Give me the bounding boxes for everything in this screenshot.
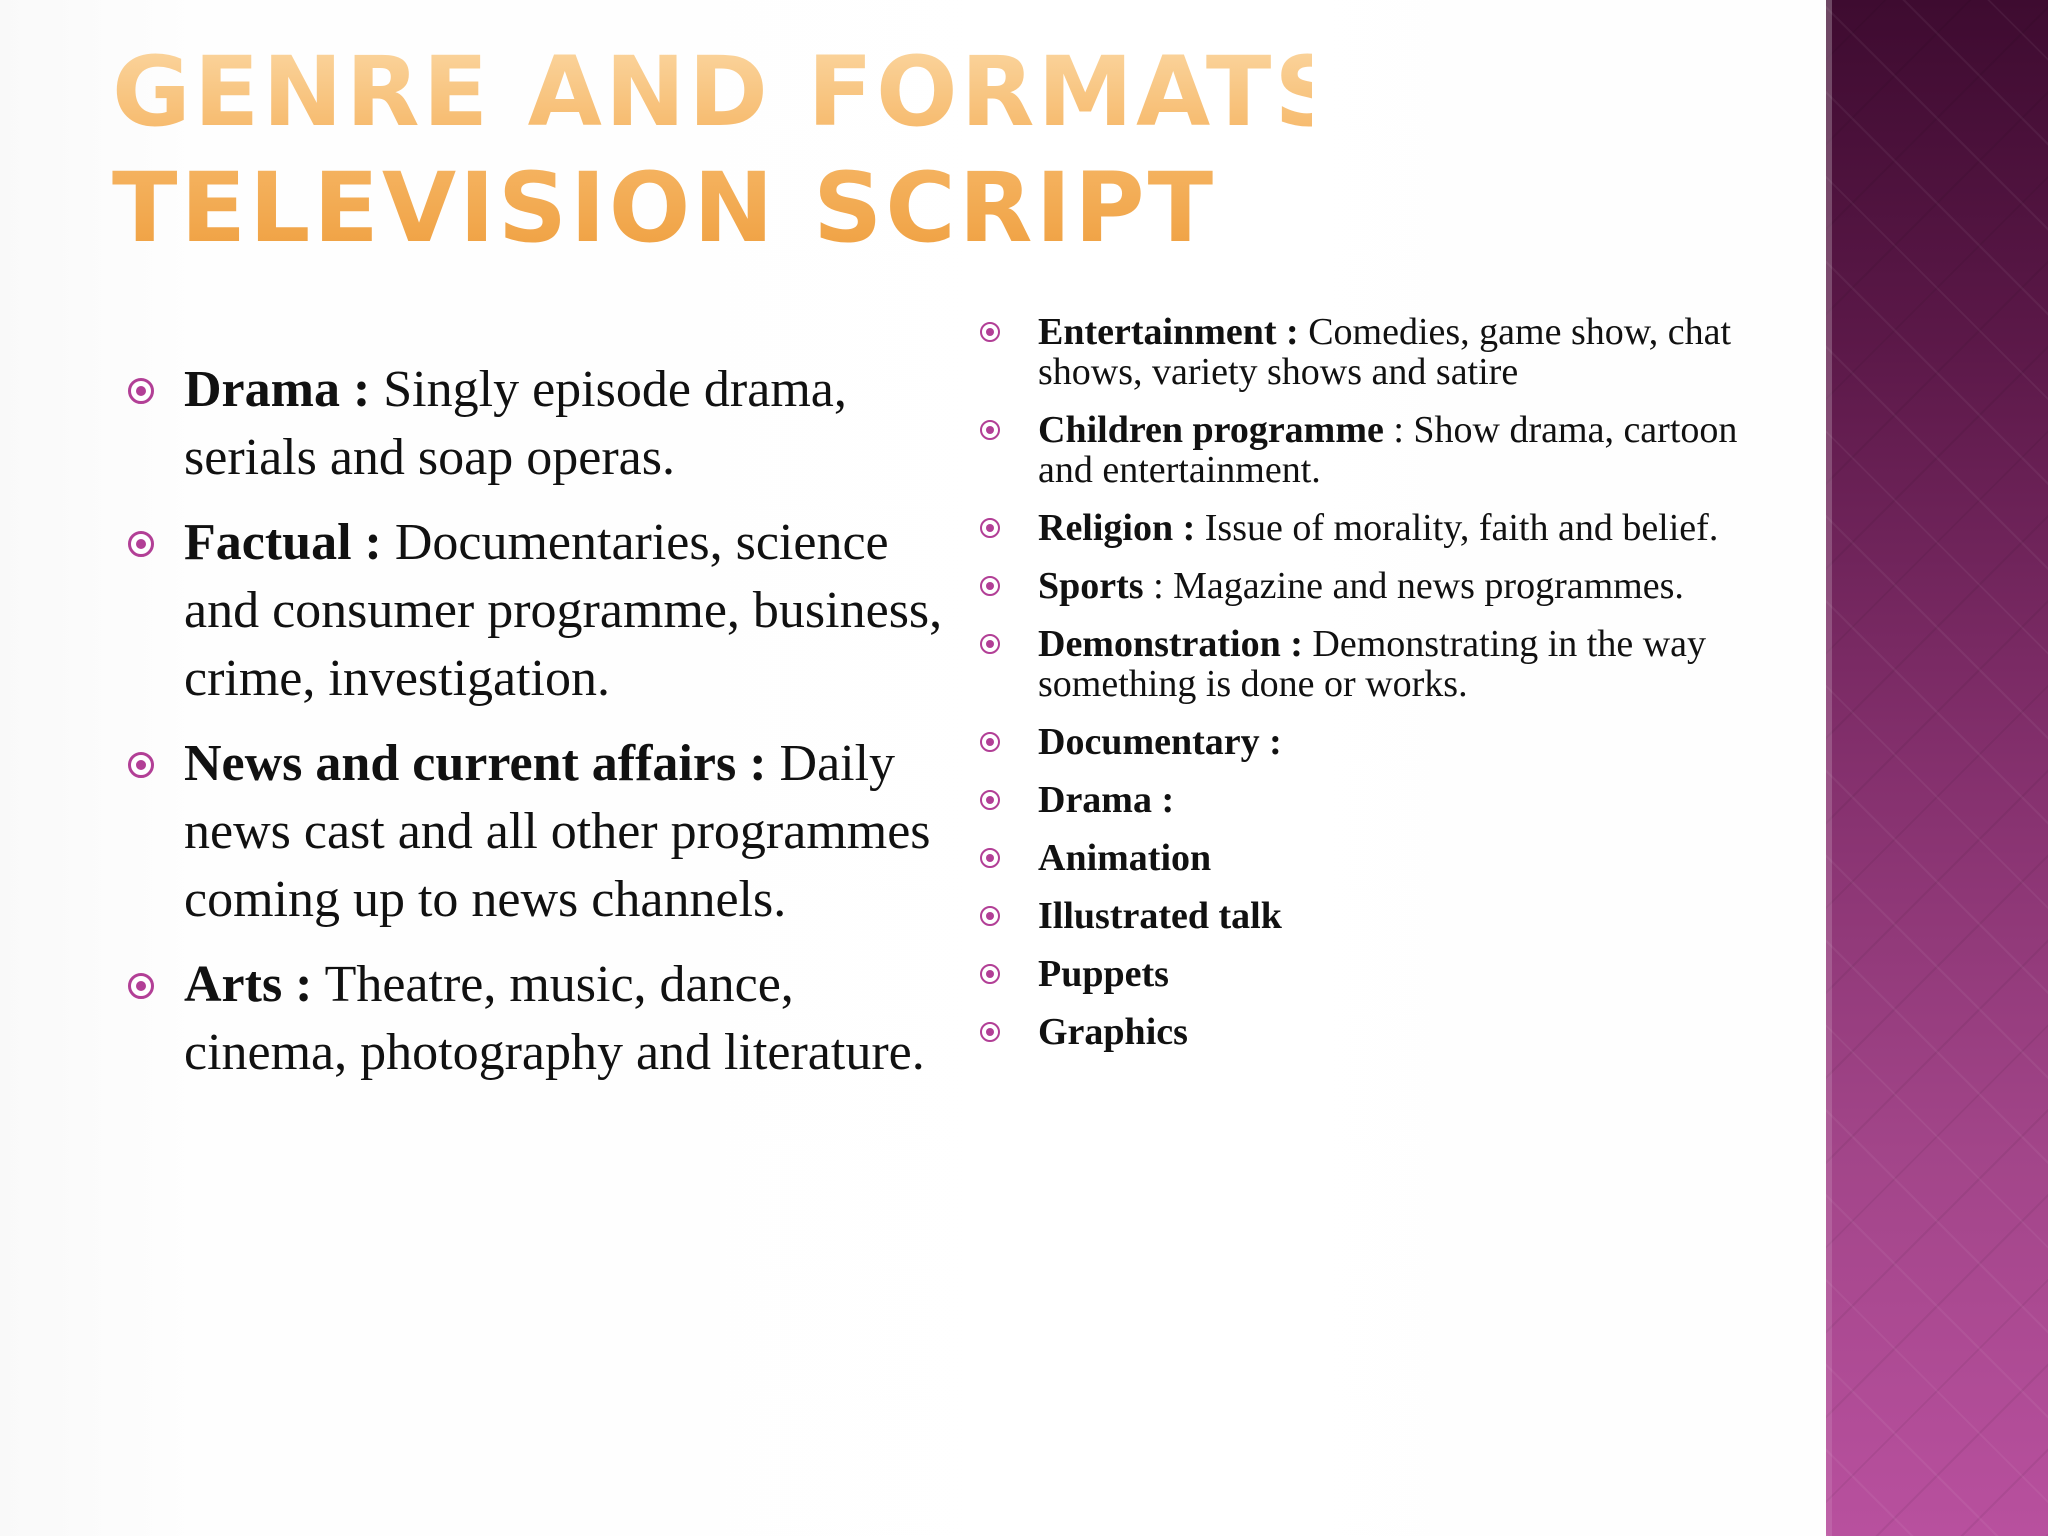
list-item-text: : Magazine and news programmes. [1143, 565, 1684, 607]
list-item-sports [976, 566, 1796, 606]
circled-dot-bullet-icon [980, 964, 1000, 984]
circled-dot-bullet-icon [128, 973, 154, 999]
list-item-religion [976, 508, 1796, 548]
list-item-term: Puppets [1038, 953, 1169, 995]
list-item-documentary [976, 722, 1796, 762]
list-item-animation [976, 838, 1796, 878]
circled-dot-bullet-icon [980, 732, 1000, 752]
list-item-illustrated-talk [976, 896, 1796, 936]
circled-dot-bullet-icon [128, 531, 154, 557]
circled-dot-bullet-icon [128, 378, 154, 404]
circled-dot-bullet-icon [980, 634, 1000, 654]
list-item-drama [128, 356, 968, 492]
list-item-term: Graphics [1038, 1011, 1188, 1053]
list-item-graphics [976, 1012, 1796, 1052]
list-item-factual [128, 509, 968, 713]
circled-dot-bullet-icon [980, 848, 1000, 868]
list-item-text: Theatre, music, dance, cinema, photography and literature. [184, 956, 925, 1081]
title-line-1: GENRE AND FORMATS OF [112, 36, 1537, 148]
circled-dot-bullet-icon [980, 906, 1000, 926]
list-item-drama-format [976, 780, 1796, 820]
list-item-term: Documentary : [1038, 721, 1282, 763]
left-genre-list [128, 356, 968, 1104]
list-item-entertainment [976, 312, 1796, 392]
list-item-text: : Show drama, cartoon and entertainment. [1038, 409, 1738, 491]
circled-dot-bullet-icon [980, 518, 1000, 538]
circled-dot-bullet-icon [980, 322, 1000, 342]
title-line-2: TELEVISION SCRIPT [112, 152, 1217, 264]
list-item-term: Children programme [1038, 409, 1384, 451]
list-item-demonstration [976, 624, 1796, 704]
circled-dot-bullet-icon [128, 752, 154, 778]
list-item-puppets [976, 954, 1796, 994]
list-item-term: Illustrated talk [1038, 895, 1282, 937]
circled-dot-bullet-icon [980, 576, 1000, 596]
list-item-term: News and current affairs : [184, 735, 767, 792]
list-item-term: Sports [1038, 565, 1144, 607]
list-item-text: Singly episode drama, serials and soap operas. [184, 361, 847, 486]
list-item-text: Daily news cast and all other programmes coming up to news channels. [184, 735, 931, 928]
circled-dot-bullet-icon [980, 1022, 1000, 1042]
list-item-term: Religion : [1038, 507, 1196, 549]
slide-title [112, 34, 1537, 266]
list-item-news [128, 730, 968, 934]
list-item-text: Issue of morality, faith and belief. [1195, 507, 1719, 549]
list-item-term: Factual : [184, 514, 382, 571]
right-genre-list [976, 312, 1796, 1070]
list-item-term: Drama : [1038, 779, 1175, 821]
list-item-children-programme [976, 410, 1796, 490]
circled-dot-bullet-icon [980, 420, 1000, 440]
list-item-text: Comedies, game show, chat shows, variety shows and satire [1038, 311, 1732, 393]
list-item-text: Demonstrating in the way something is done or works. [1038, 623, 1707, 705]
list-item-arts [128, 951, 968, 1087]
list-item-term: Entertainment : [1038, 311, 1299, 353]
list-item-text: Documentaries, science and consumer programme, business, crime, investigation. [184, 514, 943, 707]
circled-dot-bullet-icon [980, 790, 1000, 810]
list-item-term: Arts : [184, 956, 313, 1013]
list-item-term: Demonstration : [1038, 623, 1303, 665]
list-item-term: Animation [1038, 837, 1212, 879]
list-item-term: Drama : [184, 361, 371, 418]
decorative-side-band [1826, 0, 2048, 1536]
